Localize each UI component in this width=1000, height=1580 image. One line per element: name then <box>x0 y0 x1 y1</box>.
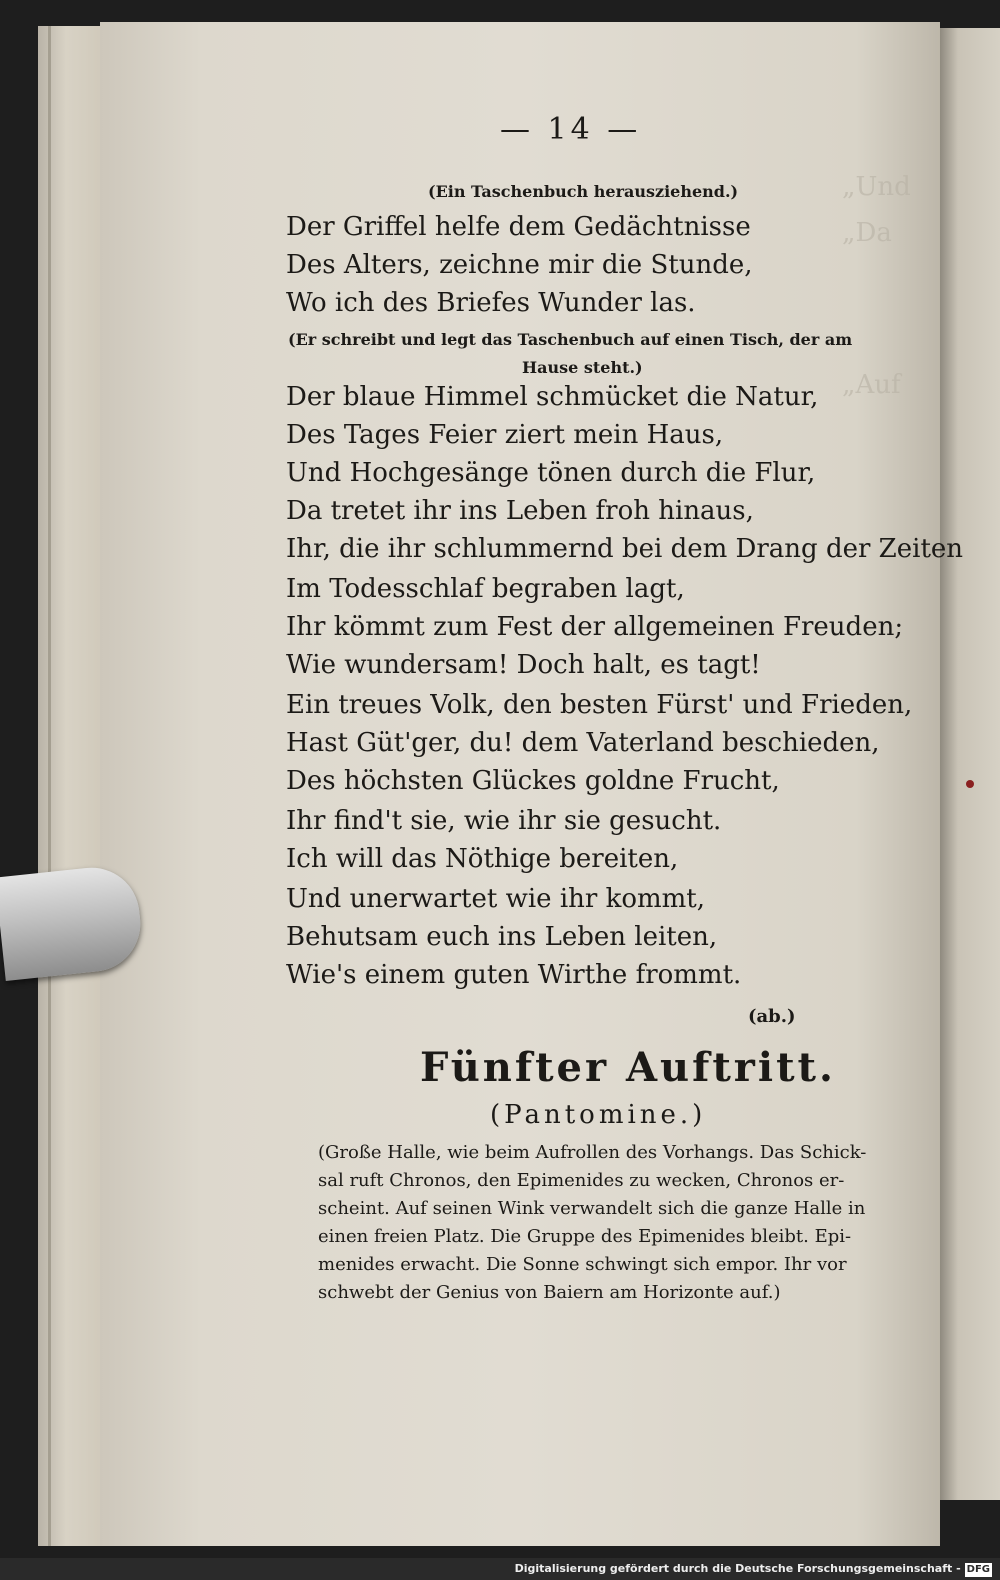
scene-heading: Fünfter Auftritt. <box>420 1044 836 1091</box>
verse-line: Des höchsten Glückes goldne Frucht, <box>286 766 780 796</box>
scene-description-line: einen freien Platz. Die Gruppe des Epimenides bleibt. Epi- <box>318 1226 852 1247</box>
verse-line: Der Griffel helfe dem Gedächtnisse <box>286 212 751 242</box>
scene-description-line: (Große Halle, wie beim Aufrollen des Vorhangs. Das Schick- <box>318 1142 867 1163</box>
verse-line: Wo ich des Briefes Wunder las. <box>286 288 696 318</box>
verse-line: Und unerwartet wie ihr kommt, <box>286 884 706 914</box>
footer-text: Digitalisierung gefördert durch die Deutsche Forschungsgemeinschaft - <box>514 1562 961 1575</box>
verse-line: Behutsam euch ins Leben leiten, <box>286 922 718 952</box>
scene-description-line: sal ruft Chronos, den Epimenides zu wecken, Chronos er- <box>318 1170 845 1191</box>
verse-line: Ihr find't sie, wie ihr sie gesucht. <box>286 806 722 836</box>
page-number: — 14 — <box>500 112 642 147</box>
exit-direction: (ab.) <box>748 1006 796 1027</box>
stage-direction: Hause steht.) <box>522 358 643 377</box>
scene-description-line: scheint. Auf seinen Wink verwandelt sich die ganze Halle in <box>318 1198 866 1219</box>
footer-credit <box>515 1559 992 1579</box>
scene-subheading: (Pantomine.) <box>490 1100 707 1130</box>
verse-line: Wie wundersam! Doch halt, es tagt! <box>286 650 761 680</box>
verse-line: Ihr, die ihr schlummernd bei dem Drang der Zeiten <box>286 534 964 564</box>
scene-description-line: schwebt der Genius von Baiern am Horizonte auf.) <box>318 1282 781 1303</box>
dfg-logo: DFG <box>966 1564 990 1575</box>
verse-line: Ich will das Nöthige bereiten, <box>286 844 679 874</box>
verse-line: Im Todesschlaf begraben lagt, <box>286 574 685 604</box>
scene-description-line: menides erwacht. Die Sonne schwingt sich empor. Ihr vor <box>318 1254 847 1275</box>
verse-line: Und Hochgesänge tönen durch die Flur, <box>286 458 816 488</box>
show-through-text: „Da <box>842 218 892 248</box>
verse-line: Des Tages Feier ziert mein Haus, <box>286 420 724 450</box>
verse-line: Hast Güt'ger, du! dem Vaterland beschieden, <box>286 728 880 758</box>
stage-direction: (Er schreibt und legt das Taschenbuch auf einen Tisch, der am <box>288 330 853 349</box>
verse-line: Der blaue Himmel schmücket die Natur, <box>286 382 819 412</box>
show-through-text: „Auf <box>842 370 901 400</box>
verse-line: Ihr kömmt zum Fest der allgemeinen Freuden; <box>286 612 904 642</box>
show-through-text: „Und <box>842 172 911 202</box>
red-mark <box>966 780 974 788</box>
verse-line: Ein treues Volk, den besten Fürst' und Frieden, <box>286 690 913 720</box>
page-stack-edge <box>38 26 108 1546</box>
verse-line: Des Alters, zeichne mir die Stunde, <box>286 250 753 280</box>
verse-line: Da tretet ihr ins Leben froh hinaus, <box>286 496 754 526</box>
verse-line: Wie's einem guten Wirthe frommt. <box>286 960 742 990</box>
stage-direction: (Ein Taschenbuch herausziehend.) <box>428 182 739 201</box>
facing-page-edge <box>940 28 1000 1500</box>
